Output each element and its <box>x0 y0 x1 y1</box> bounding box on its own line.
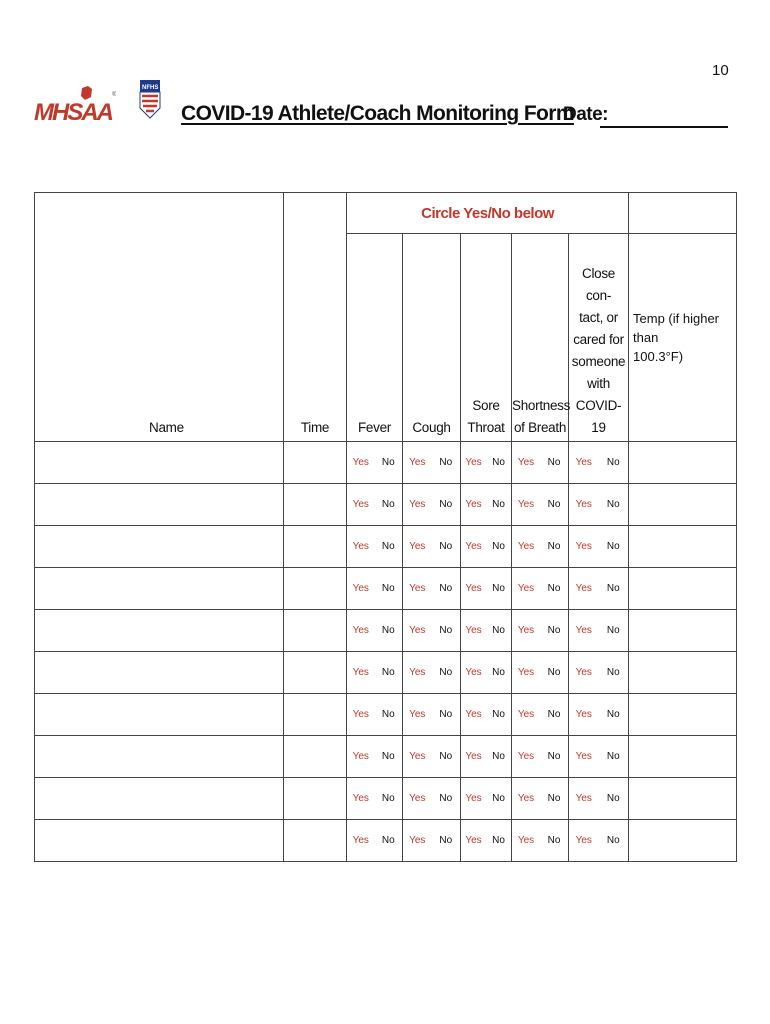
yes-no-options <box>403 652 460 693</box>
no-option[interactable]: No <box>606 499 620 510</box>
no-option[interactable]: No <box>439 457 453 468</box>
yes-no-options <box>403 568 460 609</box>
sore-throat-line-2: Throat <box>467 420 505 435</box>
yes-option[interactable]: Yes <box>465 457 482 468</box>
temp-header-top <box>629 193 737 234</box>
table-row <box>35 820 737 862</box>
no-option[interactable]: No <box>492 709 505 720</box>
yes-no-options <box>569 484 628 525</box>
no-option[interactable]: No <box>547 583 561 594</box>
no-option[interactable]: No <box>381 751 395 762</box>
yes-option[interactable]: Yes <box>409 793 426 804</box>
no-option[interactable]: No <box>492 499 505 510</box>
yes-option[interactable]: Yes <box>352 835 369 846</box>
name-cell[interactable] <box>35 652 284 694</box>
date-field[interactable] <box>600 126 728 128</box>
yes-option[interactable]: Yes <box>352 625 369 636</box>
yes-no-options <box>347 694 402 735</box>
temp-cell[interactable] <box>629 820 737 862</box>
yes-no-options <box>512 736 568 777</box>
yes-option[interactable]: Yes <box>465 541 482 552</box>
sore-throat-yes-no-cell <box>461 610 512 652</box>
name-cell[interactable] <box>35 442 284 484</box>
close-contact-yes-no-cell <box>569 442 629 484</box>
yes-no-options <box>403 778 460 819</box>
yes-no-options <box>461 568 511 609</box>
sore-throat-yes-no-cell <box>461 568 512 610</box>
time-cell[interactable] <box>284 736 347 778</box>
close-contact-line-1: Close con- <box>582 266 616 303</box>
yes-no-options <box>512 526 568 567</box>
no-option[interactable]: No <box>606 793 620 804</box>
shortness-of-breath-yes-no-cell <box>512 526 569 568</box>
shortness-of-breath-yes-no-cell <box>512 652 569 694</box>
yes-no-options <box>347 736 402 777</box>
shortness-line-1: Shortness <box>512 398 571 413</box>
temp-cell[interactable] <box>629 526 737 568</box>
close-contact-yes-no-cell <box>569 610 629 652</box>
yes-option[interactable]: Yes <box>517 457 535 468</box>
cough-yes-no-cell <box>403 778 461 820</box>
close-contact-line-2: tact, or <box>579 310 618 325</box>
table-row <box>35 442 737 484</box>
close-contact-yes-no-cell <box>569 568 629 610</box>
yes-no-options <box>461 610 511 651</box>
yes-option[interactable]: Yes <box>352 499 369 510</box>
yes-no-options <box>403 736 460 777</box>
no-option[interactable]: No <box>439 751 453 762</box>
close-contact-yes-no-cell <box>569 652 629 694</box>
yes-option[interactable]: Yes <box>352 541 369 552</box>
yes-no-options <box>347 568 402 609</box>
fever-yes-no-cell <box>347 442 403 484</box>
no-option[interactable]: No <box>547 541 561 552</box>
yes-no-options <box>461 820 511 861</box>
no-option[interactable]: No <box>606 667 620 678</box>
sore-throat-yes-no-cell <box>461 778 512 820</box>
yes-no-options <box>347 526 402 567</box>
no-option[interactable]: No <box>606 457 620 468</box>
yes-no-options <box>461 736 511 777</box>
close-contact-column-header <box>569 234 629 442</box>
name-cell[interactable] <box>35 736 284 778</box>
yes-no-options <box>569 820 628 861</box>
yes-no-options <box>512 694 568 735</box>
sore-throat-yes-no-cell <box>461 694 512 736</box>
yes-option[interactable]: Yes <box>465 625 482 636</box>
yes-option[interactable]: Yes <box>517 667 535 678</box>
no-option[interactable]: No <box>492 793 505 804</box>
name-column-header: Name <box>35 193 284 442</box>
no-option[interactable]: No <box>547 835 561 846</box>
no-option[interactable]: No <box>492 751 505 762</box>
yes-option[interactable]: Yes <box>352 457 369 468</box>
yes-no-options <box>461 442 511 483</box>
form-title: COVID-19 Athlete/Coach Monitoring Form <box>181 102 574 125</box>
no-option[interactable]: No <box>547 751 561 762</box>
sore-throat-yes-no-cell <box>461 736 512 778</box>
yes-no-options <box>512 568 568 609</box>
no-option[interactable]: No <box>606 835 620 846</box>
circle-instruction-header: Circle Yes/No below <box>347 193 629 234</box>
shortness-of-breath-yes-no-cell <box>512 610 569 652</box>
fever-column-header: Fever <box>347 234 403 442</box>
fever-yes-no-cell <box>347 694 403 736</box>
yes-option[interactable]: Yes <box>409 583 426 594</box>
name-cell[interactable] <box>35 568 284 610</box>
time-cell[interactable] <box>284 442 347 484</box>
no-option[interactable]: No <box>439 541 453 552</box>
yes-no-options <box>461 778 511 819</box>
cough-column-header: Cough <box>403 234 461 442</box>
yes-option[interactable]: Yes <box>352 793 369 804</box>
close-contact-yes-no-cell <box>569 484 629 526</box>
name-cell[interactable] <box>35 820 284 862</box>
yes-option[interactable]: Yes <box>465 835 482 846</box>
nfhs-logo <box>138 78 164 120</box>
time-cell[interactable] <box>284 820 347 862</box>
yes-no-options <box>347 652 402 693</box>
cough-yes-no-cell <box>403 694 461 736</box>
yes-no-options <box>569 736 628 777</box>
name-cell[interactable] <box>35 694 284 736</box>
temp-cell[interactable] <box>629 694 737 736</box>
no-option[interactable]: No <box>381 457 395 468</box>
yes-no-options <box>512 442 568 483</box>
shortness-line-2: of Breath <box>513 420 567 435</box>
yes-option[interactable]: Yes <box>409 457 426 468</box>
name-cell[interactable] <box>35 778 284 820</box>
yes-no-options <box>569 568 628 609</box>
no-option[interactable]: No <box>439 793 453 804</box>
temp-cell[interactable] <box>629 568 737 610</box>
page-number: 10 <box>712 62 729 79</box>
yes-option[interactable]: Yes <box>575 583 592 594</box>
yes-no-options <box>403 820 460 861</box>
no-option[interactable]: No <box>492 583 505 594</box>
temp-cell[interactable] <box>629 652 737 694</box>
no-option[interactable]: No <box>381 709 395 720</box>
cough-yes-no-cell <box>403 568 461 610</box>
sore-throat-column-header <box>461 234 512 442</box>
svg-text:MHSAA: MHSAA <box>34 99 112 124</box>
temp-cell[interactable] <box>629 610 737 652</box>
yes-option[interactable]: Yes <box>465 709 482 720</box>
no-option[interactable]: No <box>492 457 505 468</box>
yes-no-options <box>347 484 402 525</box>
close-contact-yes-no-cell <box>569 778 629 820</box>
fever-yes-no-cell <box>347 820 403 862</box>
yes-option[interactable]: Yes <box>575 499 592 510</box>
yes-option[interactable]: Yes <box>575 625 592 636</box>
no-option[interactable]: No <box>547 793 561 804</box>
table-row <box>35 610 737 652</box>
cough-yes-no-cell <box>403 526 461 568</box>
yes-no-options <box>347 778 402 819</box>
fever-yes-no-cell <box>347 610 403 652</box>
yes-option[interactable]: Yes <box>409 751 426 762</box>
no-option[interactable]: No <box>381 793 395 804</box>
temp-line-2: 100.3°F) <box>633 349 684 364</box>
temp-line-1: Temp (if higher than <box>633 311 720 345</box>
yes-option[interactable]: Yes <box>465 499 482 510</box>
yes-option[interactable]: Yes <box>575 709 592 720</box>
yes-option[interactable]: Yes <box>517 625 535 636</box>
close-contact-yes-no-cell <box>569 694 629 736</box>
no-option[interactable]: No <box>381 667 395 678</box>
yes-option[interactable]: Yes <box>352 667 369 678</box>
yes-no-options <box>461 526 511 567</box>
yes-no-options <box>512 820 568 861</box>
fever-yes-no-cell <box>347 484 403 526</box>
shortness-of-breath-yes-no-cell <box>512 484 569 526</box>
yes-option[interactable]: Yes <box>465 751 482 762</box>
shortness-of-breath-column-header <box>512 234 569 442</box>
no-option[interactable]: No <box>547 457 561 468</box>
yes-no-options <box>512 610 568 651</box>
time-column-header: Time <box>284 193 347 442</box>
mhsaa-logo <box>34 84 116 124</box>
cough-yes-no-cell <box>403 820 461 862</box>
no-option[interactable]: No <box>492 541 505 552</box>
temp-cell[interactable] <box>629 442 737 484</box>
no-option[interactable]: No <box>547 709 561 720</box>
fever-yes-no-cell <box>347 568 403 610</box>
fever-yes-no-cell <box>347 736 403 778</box>
yes-no-options <box>403 442 460 483</box>
close-contact-line-6: COVID-19 <box>575 398 622 435</box>
no-option[interactable]: No <box>381 499 395 510</box>
yes-option[interactable]: Yes <box>517 793 535 804</box>
close-contact-yes-no-cell <box>569 736 629 778</box>
time-cell[interactable] <box>284 694 347 736</box>
yes-option[interactable]: Yes <box>352 583 369 594</box>
yes-no-options <box>569 610 628 651</box>
name-cell[interactable] <box>35 526 284 568</box>
yes-no-options <box>403 694 460 735</box>
no-option[interactable]: No <box>547 499 561 510</box>
no-option[interactable]: No <box>439 583 453 594</box>
name-cell[interactable] <box>35 484 284 526</box>
close-contact-line-4: someone <box>571 354 626 369</box>
close-contact-line-3: cared for <box>573 332 624 347</box>
table-row <box>35 694 737 736</box>
yes-option[interactable]: Yes <box>517 499 535 510</box>
close-contact-yes-no-cell <box>569 526 629 568</box>
yes-no-options <box>403 484 460 525</box>
shortness-of-breath-yes-no-cell <box>512 778 569 820</box>
yes-option[interactable]: Yes <box>409 499 426 510</box>
temp-cell[interactable] <box>629 736 737 778</box>
name-cell[interactable] <box>35 610 284 652</box>
svg-text:®: ® <box>112 92 116 98</box>
no-option[interactable]: No <box>492 667 505 678</box>
yes-no-options <box>512 652 568 693</box>
yes-option[interactable]: Yes <box>352 751 369 762</box>
yes-option[interactable]: Yes <box>575 835 592 846</box>
shortness-of-breath-yes-no-cell <box>512 568 569 610</box>
no-option[interactable]: No <box>381 835 395 846</box>
no-option[interactable]: No <box>439 835 453 846</box>
no-option[interactable]: No <box>381 541 395 552</box>
yes-no-options <box>461 484 511 525</box>
table-row <box>35 484 737 526</box>
no-option[interactable]: No <box>606 625 620 636</box>
cough-yes-no-cell <box>403 484 461 526</box>
no-option[interactable]: No <box>606 751 620 762</box>
yes-option[interactable]: Yes <box>575 751 592 762</box>
time-cell[interactable] <box>284 568 347 610</box>
yes-option[interactable]: Yes <box>517 709 535 720</box>
time-cell[interactable] <box>284 778 347 820</box>
yes-option[interactable]: Yes <box>409 667 426 678</box>
yes-option[interactable]: Yes <box>517 583 535 594</box>
date-label: Date: <box>563 104 609 125</box>
cough-yes-no-cell <box>403 652 461 694</box>
time-cell[interactable] <box>284 652 347 694</box>
cough-yes-no-cell <box>403 442 461 484</box>
temp-cell[interactable] <box>629 778 737 820</box>
yes-no-options <box>347 610 402 651</box>
sore-throat-yes-no-cell <box>461 526 512 568</box>
no-option[interactable]: No <box>606 541 620 552</box>
yes-option[interactable]: Yes <box>409 835 426 846</box>
yes-option[interactable]: Yes <box>409 625 426 636</box>
no-option[interactable]: No <box>606 709 620 720</box>
sore-throat-yes-no-cell <box>461 820 512 862</box>
yes-option[interactable]: Yes <box>409 709 426 720</box>
yes-no-options <box>403 610 460 651</box>
yes-option[interactable]: Yes <box>409 541 426 552</box>
yes-option[interactable]: Yes <box>517 835 535 846</box>
shortness-of-breath-yes-no-cell <box>512 442 569 484</box>
no-option[interactable]: No <box>439 499 453 510</box>
yes-no-options <box>461 652 511 693</box>
no-option[interactable]: No <box>381 583 395 594</box>
yes-no-options <box>512 484 568 525</box>
yes-option[interactable]: Yes <box>575 457 592 468</box>
no-option[interactable]: No <box>439 709 453 720</box>
yes-option[interactable]: Yes <box>517 541 535 552</box>
yes-no-options <box>512 778 568 819</box>
table-row <box>35 736 737 778</box>
yes-no-options <box>569 652 628 693</box>
no-option[interactable]: No <box>439 667 453 678</box>
no-option[interactable]: No <box>492 625 505 636</box>
sore-throat-yes-no-cell <box>461 652 512 694</box>
cough-yes-no-cell <box>403 610 461 652</box>
temp-cell[interactable] <box>629 484 737 526</box>
yes-no-options <box>347 820 402 861</box>
fever-yes-no-cell <box>347 652 403 694</box>
svg-text:NFHS: NFHS <box>142 85 159 91</box>
shortness-of-breath-yes-no-cell <box>512 736 569 778</box>
yes-option[interactable]: Yes <box>575 667 592 678</box>
yes-no-options <box>569 778 628 819</box>
close-contact-line-5: with <box>587 376 610 391</box>
no-option[interactable]: No <box>439 625 453 636</box>
shortness-of-breath-yes-no-cell <box>512 694 569 736</box>
yes-no-options <box>347 442 402 483</box>
shortness-of-breath-yes-no-cell <box>512 820 569 862</box>
yes-no-options <box>403 526 460 567</box>
yes-no-options <box>461 694 511 735</box>
sore-throat-yes-no-cell <box>461 442 512 484</box>
fever-yes-no-cell <box>347 526 403 568</box>
table-row <box>35 568 737 610</box>
data-rows <box>35 442 737 862</box>
yes-option[interactable]: Yes <box>352 709 369 720</box>
no-option[interactable]: No <box>547 667 561 678</box>
sore-throat-line-1: Sore <box>472 398 500 413</box>
cough-yes-no-cell <box>403 736 461 778</box>
yes-option[interactable]: Yes <box>575 541 592 552</box>
yes-option[interactable]: Yes <box>575 793 592 804</box>
no-option[interactable]: No <box>606 583 620 594</box>
yes-no-options <box>569 526 628 567</box>
no-option[interactable]: No <box>381 625 395 636</box>
close-contact-yes-no-cell <box>569 820 629 862</box>
no-option[interactable]: No <box>492 835 505 846</box>
time-cell[interactable] <box>284 484 347 526</box>
yes-no-options <box>569 442 628 483</box>
table-row <box>35 652 737 694</box>
sore-throat-yes-no-cell <box>461 484 512 526</box>
yes-option[interactable]: Yes <box>465 667 482 678</box>
yes-option[interactable]: Yes <box>517 751 535 762</box>
temp-column-header <box>629 234 737 442</box>
monitoring-table <box>34 192 737 862</box>
table-row <box>35 778 737 820</box>
no-option[interactable]: No <box>547 625 561 636</box>
yes-option[interactable]: Yes <box>465 583 482 594</box>
table-row <box>35 526 737 568</box>
fever-yes-no-cell <box>347 778 403 820</box>
yes-option[interactable]: Yes <box>465 793 482 804</box>
yes-no-options <box>569 694 628 735</box>
time-cell[interactable] <box>284 526 347 568</box>
time-cell[interactable] <box>284 610 347 652</box>
